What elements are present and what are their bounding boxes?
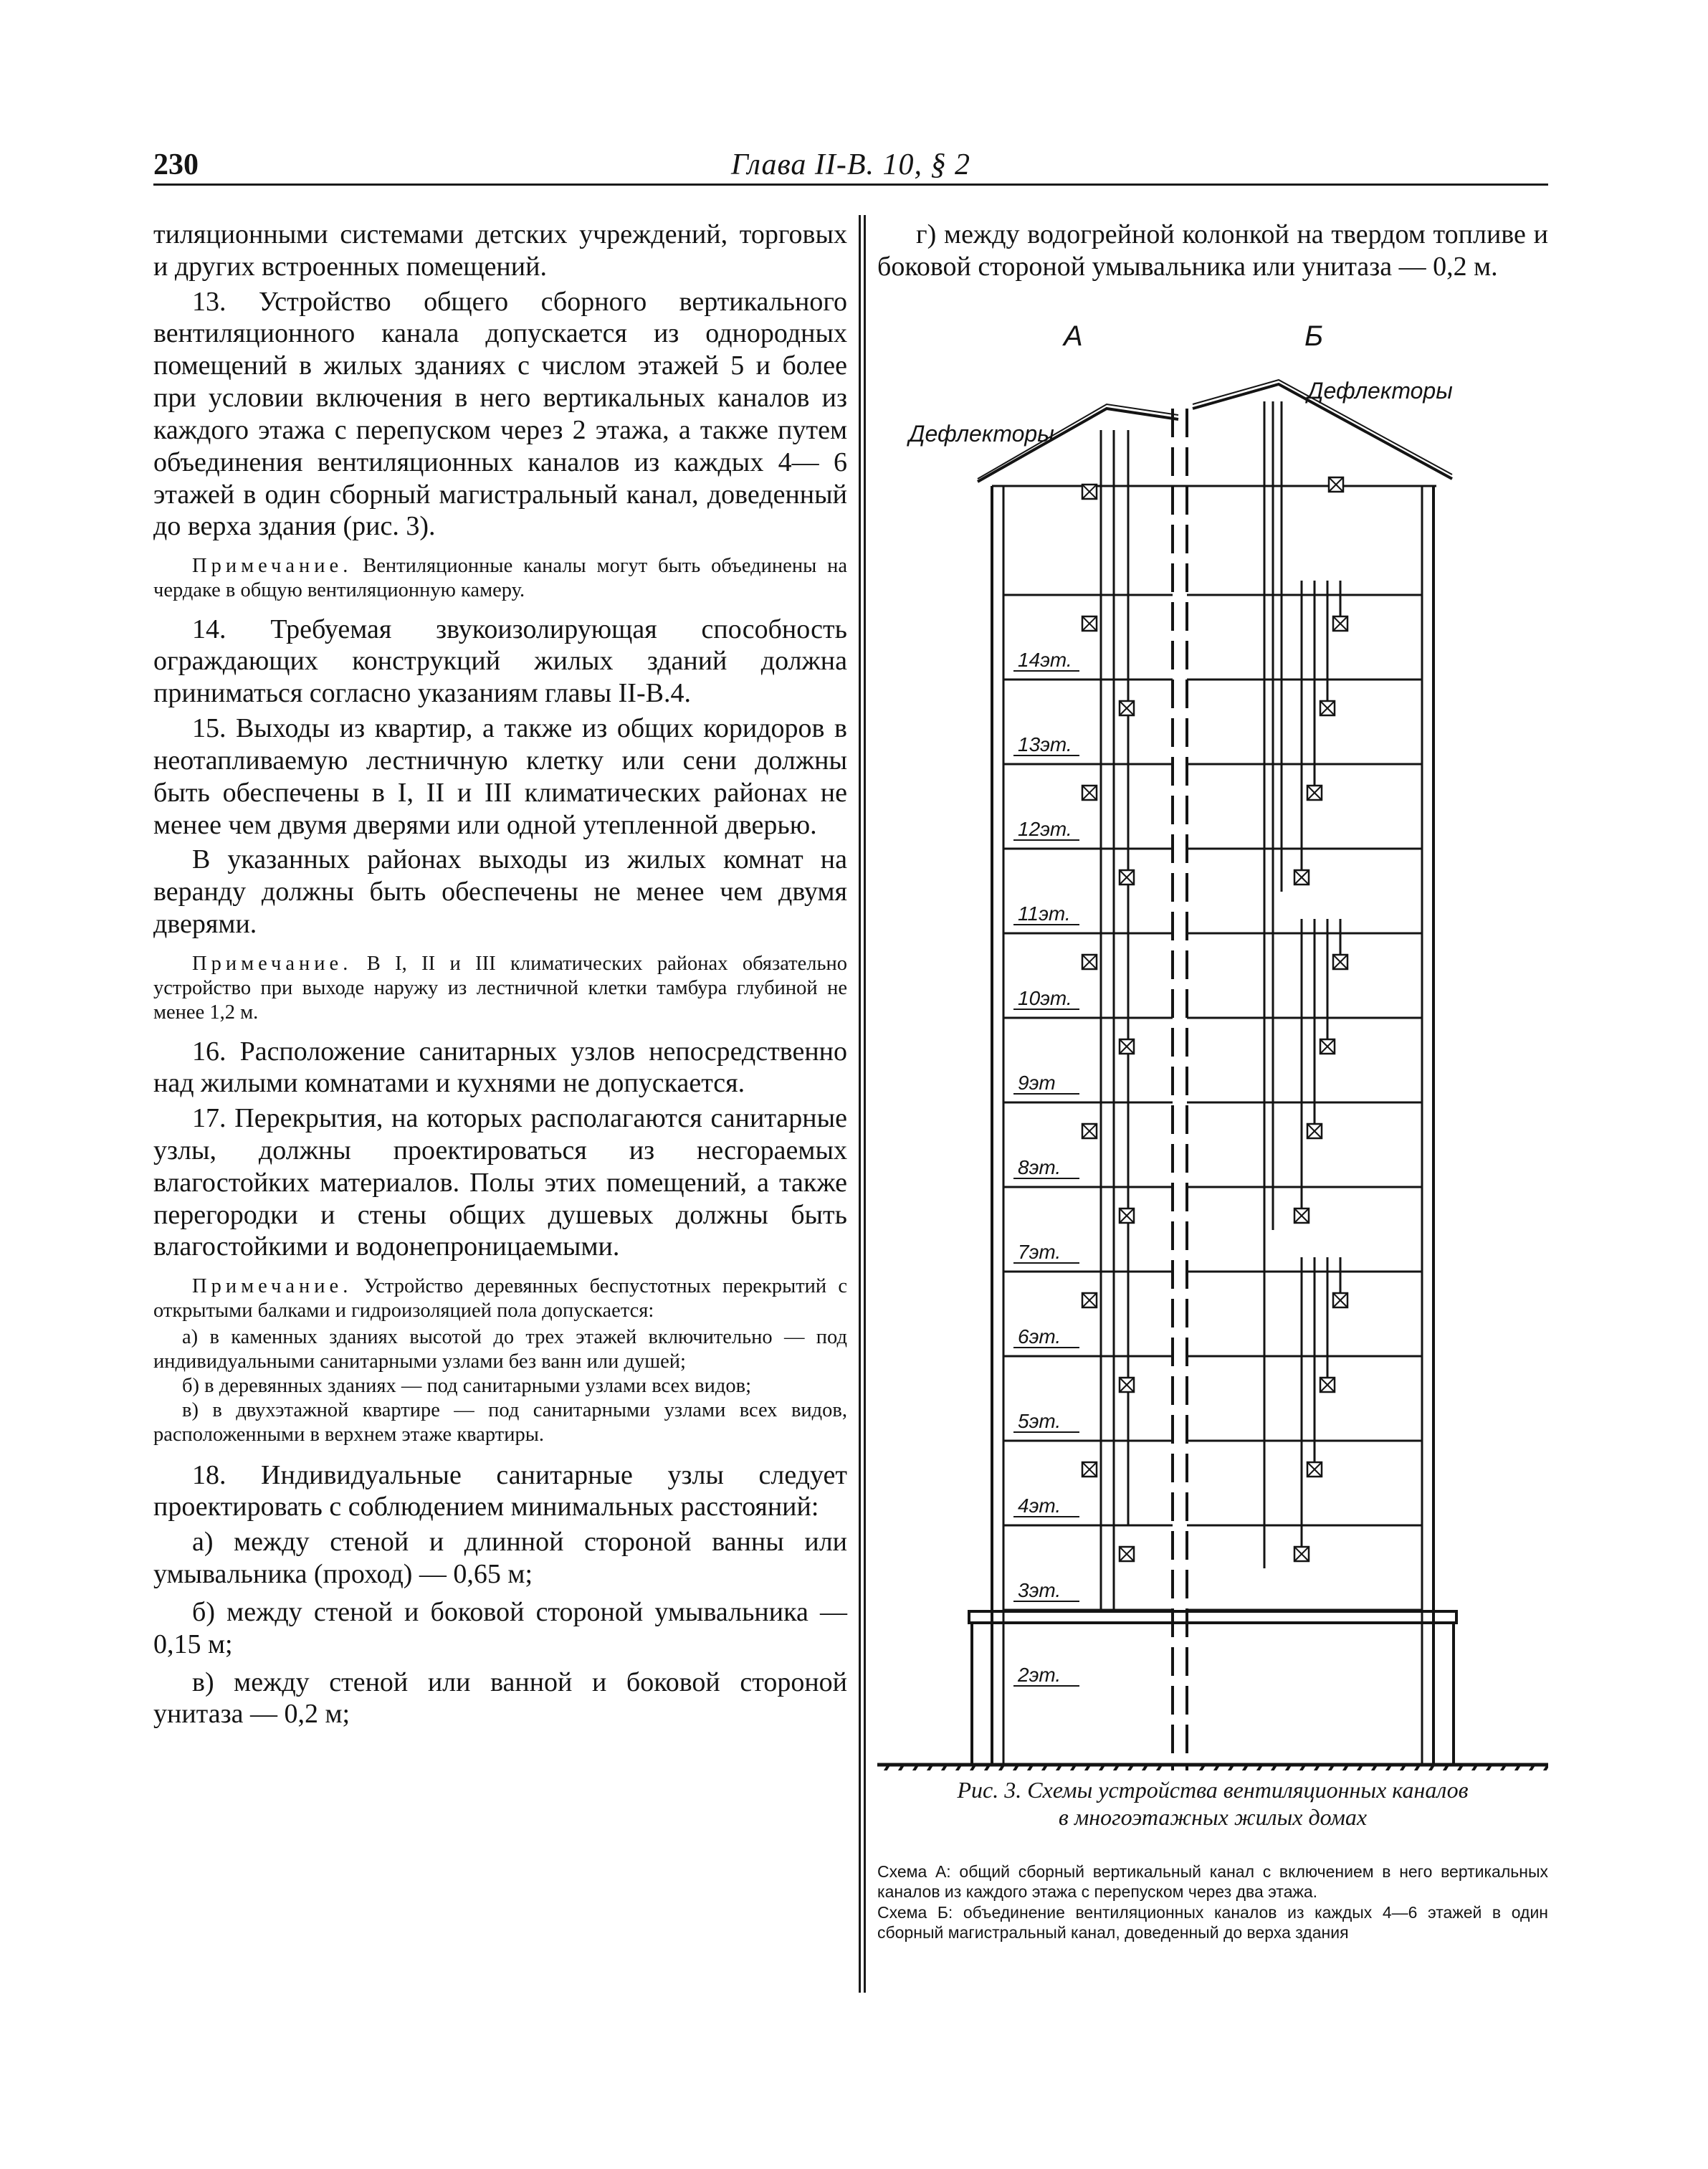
vent-grille [1120, 1378, 1134, 1392]
floor-label: 8эт. [1018, 1156, 1061, 1178]
column-divider-right [864, 215, 866, 1993]
list-item-v: в) между стеной или ванной и боковой стороной унитаза — 0,2 м; [153, 1667, 847, 1730]
paragraph-15b: В указанных районах выходы из жилых комнат на веранду должны быть обеспечены не менее чем двумя дверями. [153, 844, 847, 940]
floor-label: 4эт. [1018, 1495, 1061, 1517]
note-2 [153, 952, 847, 1026]
list-item-g: г) между водогрейной колонкой на твердом топливе и боковой стороной умывальника или унитаза — 0,2 м. [877, 219, 1548, 282]
note-3 [153, 1274, 847, 1323]
floor-label: 13эт. [1018, 733, 1072, 755]
ground-hatch-right [1193, 1766, 1548, 1770]
vent-grille [1082, 485, 1097, 499]
paragraph-13: 13. Устройство общего сборного вертикального вентиляционного канала допускается из однородных помещений в жилых зданиях с числом этажей 5 и более при условии включения в него вертикальных каналов из каждого этажа с перепуском через 2 этажа, а также путем объединения вентиляционных каналов из каждых 4— 6 этажей в один сборный магистральный канал, доведенный до верха здания (рис. 3). [153, 286, 847, 542]
vent-grille [1333, 616, 1347, 631]
vent-grille [1320, 701, 1335, 715]
page-number: 230 [153, 148, 199, 181]
floor-label: 14эт. [1018, 649, 1072, 671]
vent-grille [1120, 1039, 1134, 1054]
vent-grille [1082, 1462, 1097, 1477]
floor-layer [1003, 595, 1422, 1770]
list-item-a: а) между стеной и длинной стороной ванны или умывальника (проход) — 0,65 м; [153, 1527, 847, 1590]
vent-grille [1082, 955, 1097, 969]
note-label: Примечание. [192, 555, 353, 578]
deflectors-label-left: Дефлекторы [909, 421, 1054, 447]
note-3-item-b: б) в деревянных зданиях — под санитарными узлами всех видов; [182, 1375, 752, 1398]
note-text: Вентиляционные каналы могут быть объединены на чердаке в общую вентиляционную камеру. [153, 555, 848, 602]
deflectors-label-right: Дефлекторы [1307, 378, 1453, 404]
note-3-item-v: в) в двухэтажной квартире — под санитарными узлами всех видов, расположенными в верхнем этаже квартиры. [153, 1399, 847, 1446]
note-label: Примечание. [192, 952, 353, 975]
paragraph-15: 15. Выходы из квартир, а также из общих коридоров в неотапливаемую лестничную клетку или сени должны быть обеспечены в I, II и III климатических районах не менее чем двумя дверями или одной утепленной дверью. [153, 713, 847, 840]
paragraph-18: 18. Индивидуальные санитарные узлы следует проектировать с соблюдением минимальных расстояний: [153, 1459, 847, 1522]
vent-grille [1329, 477, 1343, 492]
paragraph-continuation: тиляционными системами детских учреждений, торговых и других встроенных помещений. [153, 219, 847, 282]
vent-grille [1120, 1209, 1134, 1223]
list-item-b: б) между стеной и боковой стороной умывальника — 0,15 м; [153, 1596, 847, 1659]
floor-label: 10эт. [1018, 987, 1072, 1009]
floor-label: 7эт. [1018, 1241, 1061, 1263]
vent-grille [1082, 786, 1097, 800]
scheme-a-label: А [1064, 320, 1083, 352]
scheme-b-label: Б [1304, 320, 1324, 352]
floor-label: 3эт. [1018, 1579, 1061, 1601]
left-column [153, 219, 847, 1736]
figure-caption [877, 1776, 1548, 1831]
paragraph-16: 16. Расположение санитарных узлов непосредственно над жилыми комнатами и кухнями не допускается. [153, 1036, 847, 1099]
caption-line-2: в многоэтажных жилых домах [1058, 1804, 1368, 1831]
right-column-text [877, 219, 1548, 289]
column-divider-left [859, 215, 861, 1993]
duct-layer [1082, 401, 1347, 1610]
note-text: В I, II и III климатических районах обязательно устройство при выходе наружу из лестничной клетки тамбура глубиной не менее 1,2 м. [153, 952, 847, 1024]
vent-grille [1120, 1547, 1134, 1561]
note-text: Устройство деревянных беспустотных перекрытий с открытыми балками и гидроизоляцией пола допускается: [153, 1275, 848, 1322]
paragraph-14: 14. Требуемая звукоизолирующая способность ограждающих конструкций жилых зданий должна приниматься согласно указаниям главы II-В.4. [153, 614, 847, 709]
vent-grille [1082, 1293, 1097, 1307]
floor-label: 2эт. [1018, 1664, 1061, 1686]
ground-hatch-left [877, 1766, 1168, 1770]
scheme-a-description: Схема А: общий сборный вертикальный канал с включением в него вертикальных каналов из каждого этажа с перепуском через два этажа. [877, 1862, 1548, 1901]
page-header [153, 148, 1548, 181]
running-head: Глава II-В. 10, § 2 [730, 148, 971, 181]
floor-label: 6эт. [1018, 1325, 1061, 1348]
paragraph-17: 17. Перекрытия, на которых располагаются санитарные узлы, должны проектироваться из несгораемых влагостойких материалов. Полы этих помещений, а также перегородки и стены общих душевых должны быть влагостойкими и водонепроницаемыми. [153, 1103, 847, 1262]
note-1 [153, 554, 847, 603]
ventilation-diagram [877, 315, 1548, 1770]
vent-grille [1307, 786, 1322, 800]
vent-grille [1307, 1462, 1322, 1477]
vent-grille [1320, 1378, 1335, 1392]
vent-grille [1120, 870, 1134, 885]
vent-grille [1294, 870, 1309, 885]
scheme-b-description: Схема Б: объединение вентиляционных каналов из каждых 4—6 этажей в один сборный магистральный канал, доведенный до верха здания [877, 1903, 1548, 1942]
vent-grille [1082, 1124, 1097, 1138]
note-label: Примечание. [192, 1275, 353, 1298]
floor-label: 9эт [1018, 1072, 1056, 1094]
note-3-item-a: а) в каменных зданиях высотой до трех этажей включительно — под индивидуальными санитарными узлами без ванн или душей; [153, 1325, 847, 1373]
floor-label: 5эт. [1018, 1410, 1061, 1432]
figure-description [877, 1862, 1548, 1944]
floor-label: 12эт. [1018, 818, 1072, 840]
vent-grille [1294, 1547, 1309, 1561]
plinth-ledge [969, 1611, 1456, 1623]
caption-line-1: Рис. 3. Схемы устройства вентиляционных каналов [957, 1777, 1469, 1803]
vent-grille [1333, 955, 1347, 969]
vent-grille [1082, 616, 1097, 631]
vent-grille [1333, 1293, 1347, 1307]
vent-grille [1307, 1124, 1322, 1138]
floor-label: 11эт. [1018, 902, 1071, 925]
vent-grille [1320, 1039, 1335, 1054]
header-rule [153, 183, 1548, 186]
vent-grille [1120, 701, 1134, 715]
vent-grille [1294, 1209, 1309, 1223]
